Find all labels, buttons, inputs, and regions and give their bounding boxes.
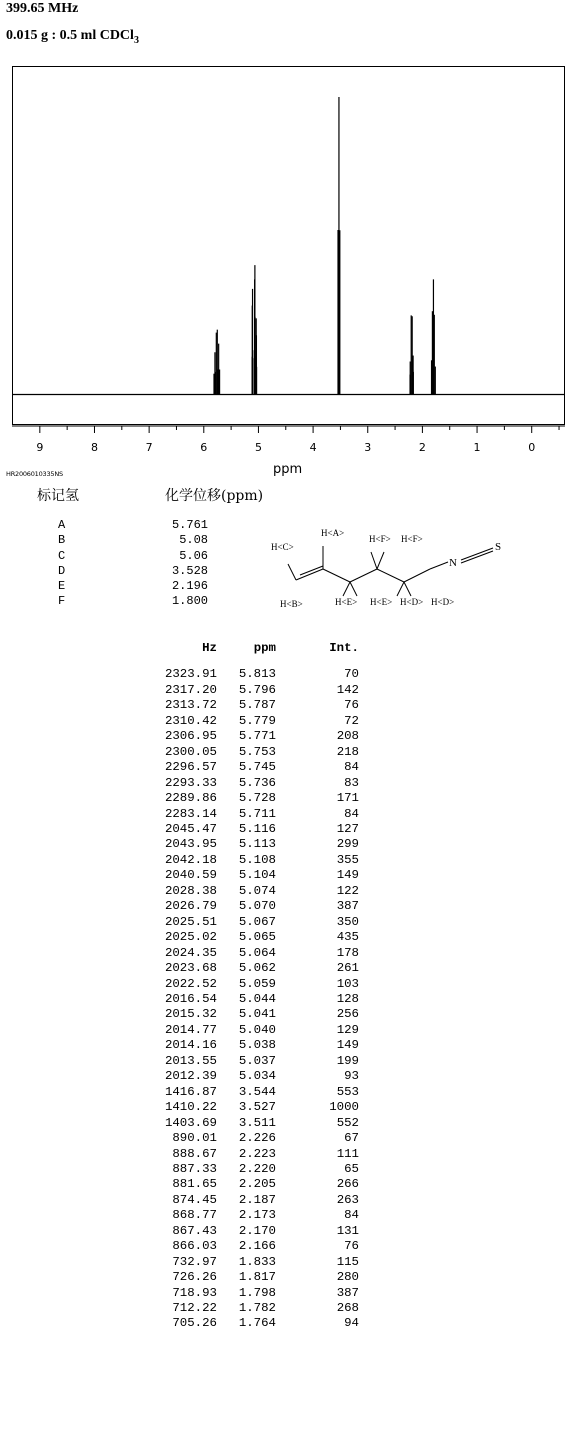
ppm-value: 5.813	[238, 667, 276, 682]
hz-value: 1416.87	[164, 1084, 217, 1099]
intensity-value: 94	[344, 1316, 359, 1331]
ppm-value: 5.728	[238, 791, 276, 806]
hz-value: 2013.55	[164, 1053, 217, 1068]
peak-layer	[214, 97, 435, 395]
table-row	[140, 837, 359, 852]
intensity-value: 76	[344, 1239, 359, 1254]
table-row	[140, 1286, 359, 1301]
table-row	[140, 884, 359, 899]
intensity-value: 552	[336, 1115, 359, 1130]
intensity-value: 208	[336, 729, 359, 744]
assignment-label-header: 标记氢	[37, 488, 79, 504]
table-row	[140, 1116, 359, 1131]
intensity-value: 263	[336, 1192, 359, 1207]
hz-value: 2317.20	[164, 682, 217, 697]
table-row	[140, 1038, 359, 1053]
ppm-value: 3.544	[238, 1084, 276, 1099]
table-row	[140, 791, 359, 806]
ppm-value: 5.040	[238, 1022, 276, 1037]
table-row	[140, 1224, 359, 1239]
assignment-row	[58, 564, 208, 579]
hydrogen-label: E	[58, 579, 66, 594]
ppm-value: 2.226	[238, 1131, 276, 1146]
assignment-row	[58, 549, 208, 564]
ppm-value: 5.771	[238, 729, 276, 744]
ppm-value: 5.037	[238, 1053, 276, 1068]
intensity-value: 178	[336, 945, 359, 960]
peak-table-header	[140, 641, 359, 656]
table-row	[140, 683, 359, 698]
intensity-value: 218	[336, 744, 359, 759]
intensity-value: 553	[336, 1084, 359, 1099]
spectrum-code: HR2006010335NS	[6, 470, 63, 478]
hz-value: 2012.39	[164, 1069, 217, 1084]
hz-value: 2026.79	[164, 899, 217, 914]
ppm-value: 5.074	[238, 883, 276, 898]
hz-value: 2289.86	[164, 791, 217, 806]
table-row	[140, 714, 359, 729]
tick-layer	[36, 426, 559, 454]
ppm-value: 2.166	[238, 1239, 276, 1254]
table-row	[140, 1255, 359, 1270]
x-tick-label: 3	[364, 441, 372, 454]
atom-label-he-2: H<E>	[370, 597, 393, 607]
intensity-value: 128	[336, 991, 359, 1006]
table-row	[140, 776, 359, 791]
atom-label-hd-1: H<D>	[400, 597, 424, 607]
intensity-value: 72	[344, 713, 359, 728]
hz-value: 2025.51	[164, 914, 217, 929]
ppm-value: 3.511	[238, 1115, 276, 1130]
atom-label-n: N	[449, 557, 457, 569]
hz-value: 2043.95	[164, 837, 217, 852]
ppm-value: 1.764	[238, 1316, 276, 1331]
table-row	[140, 1131, 359, 1146]
intensity-value: 76	[344, 698, 359, 713]
ppm-value: 5.796	[238, 682, 276, 697]
hz-value: 2016.54	[164, 991, 217, 1006]
table-row	[140, 1054, 359, 1069]
hydrogen-label: D	[58, 563, 66, 578]
x-tick-label: 4	[309, 441, 317, 454]
hz-value: 2023.68	[164, 961, 217, 976]
ppm-value: 5.038	[238, 1038, 276, 1053]
intensity-value: 261	[336, 961, 359, 976]
hz-value: 705.26	[172, 1316, 217, 1331]
assignment-row	[58, 594, 208, 609]
hz-value: 874.45	[172, 1192, 217, 1207]
intensity-value: 355	[336, 852, 359, 867]
intensity-value: 350	[336, 914, 359, 929]
hydrogen-label: A	[58, 518, 66, 532]
intensity-value: 129	[336, 1022, 359, 1037]
sample-subscript: 3	[133, 34, 139, 46]
ppm-value: 2.170	[238, 1223, 276, 1238]
hydrogen-label: B	[58, 533, 66, 548]
ppm-value: 2.187	[238, 1192, 276, 1207]
atom-label-he-1: H<E>	[335, 597, 358, 607]
hz-value: 2296.57	[164, 760, 217, 775]
ppm-value: 1.833	[238, 1254, 276, 1269]
table-row	[140, 1208, 359, 1223]
hz-value: 2293.33	[164, 775, 217, 790]
x-tick-label: 5	[254, 441, 262, 454]
intensity-value: 435	[336, 930, 359, 945]
hz-value: 2283.14	[164, 806, 217, 821]
ppm-value: 5.113	[238, 837, 276, 852]
intensity-value: 131	[336, 1223, 359, 1238]
x-axis-label: ppm	[273, 462, 303, 477]
table-row	[140, 1147, 359, 1162]
intensity-value: 387	[336, 899, 359, 914]
table-row	[140, 977, 359, 992]
ppm-value: 2.223	[238, 1146, 276, 1161]
hz-value: 890.01	[172, 1131, 217, 1146]
ppm-value: 5.753	[238, 744, 276, 759]
table-row	[140, 1085, 359, 1100]
table-row	[140, 822, 359, 837]
assignment-row	[58, 518, 208, 533]
ppm-value: 5.044	[238, 991, 276, 1006]
ppm-value: 5.108	[238, 852, 276, 867]
x-tick-label: 2	[418, 441, 426, 454]
x-tick-label: 6	[200, 441, 208, 454]
sample-text: 0.015 g : 0.5 ml CDCl	[6, 28, 134, 43]
intensity-value: 84	[344, 760, 359, 775]
hz-value: 881.65	[172, 1177, 217, 1192]
ppm-value: 3.527	[238, 1100, 276, 1115]
x-tick-label: 9	[36, 441, 44, 454]
ppm-value: 5.041	[238, 1007, 276, 1022]
ppm-value: 2.205	[238, 1177, 276, 1192]
table-row	[140, 899, 359, 914]
ppm-value: 5.070	[238, 899, 276, 914]
header-hz: Hz	[202, 641, 217, 655]
intensity-value: 266	[336, 1177, 359, 1192]
intensity-value: 70	[344, 667, 359, 682]
hz-value: 2024.35	[164, 945, 217, 960]
intensity-value: 93	[344, 1069, 359, 1084]
ppm-value: 5.711	[238, 806, 276, 821]
plot-frame	[13, 67, 565, 425]
hz-value: 732.97	[172, 1254, 217, 1269]
hz-value: 2015.32	[164, 1007, 217, 1022]
hz-value: 888.67	[172, 1146, 217, 1161]
hz-value: 2022.52	[164, 976, 217, 991]
hz-value: 726.26	[172, 1270, 217, 1285]
hz-value: 866.03	[172, 1239, 217, 1254]
intensity-value: 387	[336, 1285, 359, 1300]
atom-label-ha: H<A>	[321, 528, 345, 538]
table-row	[140, 1162, 359, 1177]
intensity-value: 111	[336, 1146, 359, 1161]
ppm-value: 1.817	[238, 1270, 276, 1285]
hydrogen-label: C	[58, 548, 66, 563]
table-row	[140, 760, 359, 775]
table-row	[140, 1239, 359, 1254]
hz-value: 868.77	[172, 1208, 217, 1223]
hz-value: 887.33	[172, 1161, 217, 1176]
chemical-shift: 5.06	[179, 548, 208, 563]
intensity-value: 299	[336, 837, 359, 852]
table-row	[140, 992, 359, 1007]
ppm-value: 5.064	[238, 945, 276, 960]
intensity-value: 142	[336, 682, 359, 697]
hz-value: 718.93	[172, 1285, 217, 1300]
ppm-value: 5.779	[238, 713, 276, 728]
hz-value: 2306.95	[164, 729, 217, 744]
hz-value: 2045.47	[164, 821, 217, 836]
intensity-value: 84	[344, 1208, 359, 1223]
table-row	[140, 807, 359, 822]
hz-value: 2028.38	[164, 883, 217, 898]
intensity-value: 280	[336, 1270, 359, 1285]
table-row	[140, 745, 359, 760]
atom-label-hf-1: H<F>	[369, 534, 391, 544]
table-row	[140, 1007, 359, 1022]
table-row	[140, 698, 359, 713]
intensity-value: 1000	[329, 1100, 359, 1115]
table-row	[140, 1301, 359, 1316]
chemical-shift: 2.196	[171, 579, 208, 594]
ppm-value: 5.065	[238, 930, 276, 945]
hz-value: 867.43	[172, 1223, 217, 1238]
chemical-shift: 5.08	[179, 533, 208, 548]
intensity-value: 103	[336, 976, 359, 991]
intensity-value: 84	[344, 806, 359, 821]
ppm-value: 2.173	[238, 1208, 276, 1223]
table-row	[140, 930, 359, 945]
chemical-shift: 5.761	[171, 518, 208, 532]
x-tick-label: 0	[528, 441, 536, 454]
atom-label-hb: H<B>	[280, 599, 303, 609]
x-tick-label: 7	[145, 441, 153, 454]
hz-value: 2042.18	[164, 852, 217, 867]
table-row	[140, 853, 359, 868]
ppm-value: 2.220	[238, 1161, 276, 1176]
peak-table-body	[140, 667, 359, 1331]
atom-label-hf-2: H<F>	[401, 534, 423, 544]
table-row	[140, 1193, 359, 1208]
ppm-value: 5.062	[238, 961, 276, 976]
ppm-value: 5.104	[238, 868, 276, 883]
ppm-value: 5.787	[238, 698, 276, 713]
x-tick-label: 8	[90, 441, 98, 454]
nmr-spectrum	[0, 0, 570, 480]
table-row	[140, 1316, 359, 1331]
hz-value: 2014.77	[164, 1022, 217, 1037]
hz-value: 1410.22	[164, 1100, 217, 1115]
hydrogen-label: F	[58, 594, 66, 609]
hz-value: 2323.91	[164, 667, 217, 682]
ppm-value: 5.067	[238, 914, 276, 929]
assignment-shift-header: 化学位移(ppm)	[165, 488, 264, 504]
table-row	[140, 1270, 359, 1285]
intensity-value: 256	[336, 1007, 359, 1022]
header-int: Int.	[329, 641, 359, 655]
peak-list-table	[140, 641, 359, 1332]
assignment-table	[58, 518, 208, 610]
hz-value: 2310.42	[164, 713, 217, 728]
table-row	[140, 667, 359, 682]
intensity-value: 127	[336, 821, 359, 836]
table-row	[140, 1100, 359, 1115]
intensity-value: 149	[336, 1038, 359, 1053]
hz-value: 2040.59	[164, 868, 217, 883]
bond-lines	[288, 546, 493, 596]
table-row	[140, 1069, 359, 1084]
chemical-shift: 3.528	[171, 563, 208, 578]
assignment-row	[58, 579, 208, 594]
intensity-value: 199	[336, 1053, 359, 1068]
table-row	[140, 1023, 359, 1038]
intensity-value: 115	[336, 1254, 359, 1269]
ppm-value: 5.736	[238, 775, 276, 790]
ppm-value: 5.116	[238, 821, 276, 836]
ppm-value: 5.745	[238, 760, 276, 775]
intensity-value: 171	[336, 791, 359, 806]
intensity-value: 268	[336, 1301, 359, 1316]
ppm-value: 5.034	[238, 1069, 276, 1084]
table-row	[140, 868, 359, 883]
hz-value: 2300.05	[164, 744, 217, 759]
ppm-value: 5.059	[238, 976, 276, 991]
intensity-value: 149	[336, 868, 359, 883]
intensity-value: 122	[336, 883, 359, 898]
hz-value: 2025.02	[164, 930, 217, 945]
molecule-structure	[265, 522, 545, 612]
x-tick-label: 1	[473, 441, 481, 454]
atom-label-s: S	[495, 541, 502, 553]
hz-value: 2313.72	[164, 698, 217, 713]
intensity-value: 65	[344, 1161, 359, 1176]
chemical-shift: 1.800	[171, 594, 208, 609]
header-ppm: ppm	[253, 641, 276, 655]
intensity-value: 83	[344, 775, 359, 790]
table-row	[140, 961, 359, 976]
hz-value: 712.22	[172, 1301, 217, 1316]
table-row	[140, 729, 359, 744]
atom-label-hd-2: H<D>	[431, 597, 455, 607]
frequency-label: 399.65 MHz	[6, 1, 79, 16]
table-row	[140, 946, 359, 961]
ppm-value: 1.798	[238, 1285, 276, 1300]
hz-value: 2014.16	[164, 1038, 217, 1053]
intensity-value: 67	[344, 1131, 359, 1146]
ppm-value: 1.782	[238, 1301, 276, 1316]
assignment-row	[58, 533, 208, 548]
atom-label-hc: H<C>	[271, 542, 294, 552]
table-row	[140, 915, 359, 930]
table-row	[140, 1177, 359, 1192]
hz-value: 1403.69	[164, 1115, 217, 1130]
